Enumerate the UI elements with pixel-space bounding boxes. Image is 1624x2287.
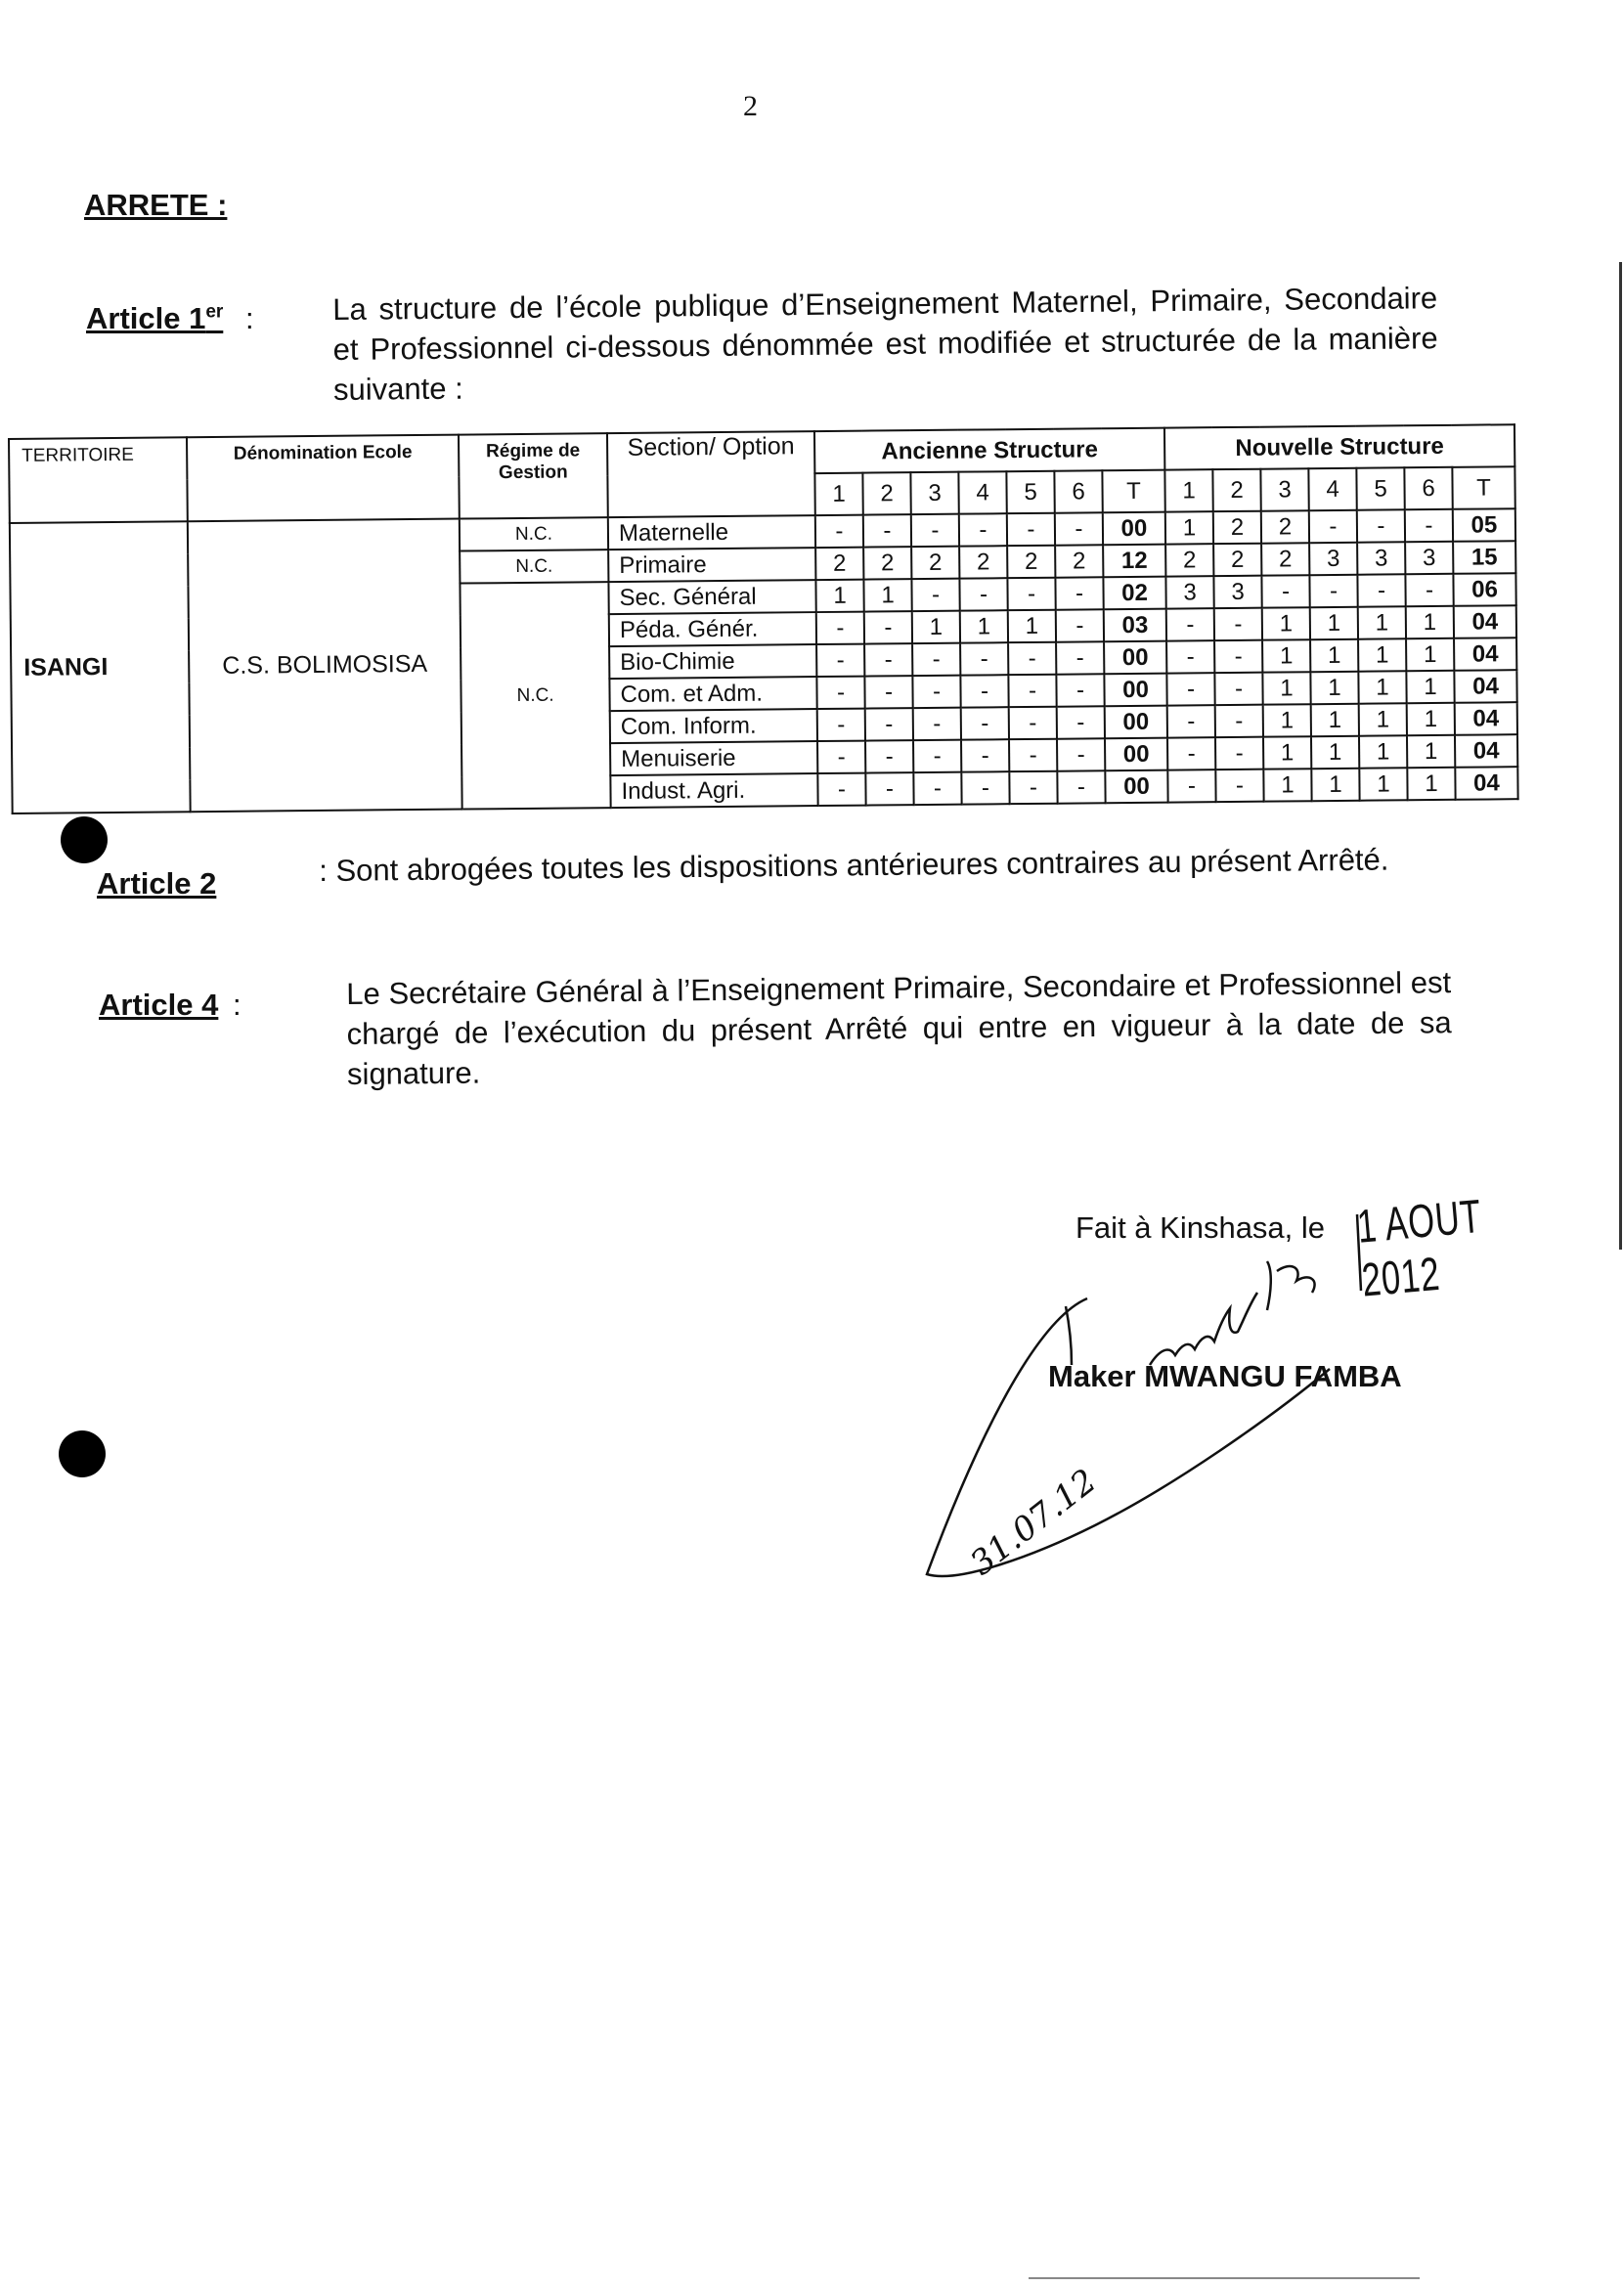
old-structure-cell: - (913, 708, 961, 740)
new-structure-cell: - (1215, 770, 1263, 802)
new-structure-cell: - (1261, 575, 1309, 607)
old-year-header: 5 (1006, 471, 1054, 513)
new-structure-cell: 2 (1261, 510, 1309, 543)
old-structure-cell: - (961, 739, 1009, 771)
old-structure-cell: - (911, 579, 959, 611)
section-cell: Com. Inform. (610, 709, 817, 743)
header-nouvelle-structure: Nouvelle Structure (1164, 424, 1514, 469)
new-structure-cell: 1 (1263, 769, 1311, 801)
old-year-header: 4 (958, 471, 1006, 513)
old-structure-cell: - (1056, 609, 1104, 641)
old-structure-cell: - (1007, 513, 1055, 546)
new-year-header: 6 (1404, 467, 1452, 509)
handwritten-date: 31.07.12 (963, 1461, 1104, 1584)
new-structure-cell: - (1167, 737, 1215, 770)
old-structure-cell: 1 (960, 610, 1008, 642)
new-structure-cell: - (1214, 608, 1262, 640)
old-year-header: 1 (814, 473, 862, 515)
new-structure-cell: 1 (1310, 672, 1358, 704)
old-total-header: T (1102, 470, 1164, 513)
old-year-header: 6 (1054, 470, 1102, 512)
old-structure-cell: 02 (1103, 577, 1165, 610)
new-structure-cell: - (1405, 574, 1453, 606)
regime-cell: N.C. (460, 550, 608, 583)
old-structure-cell: 1 (863, 579, 911, 611)
section-cell: Menuiserie (610, 741, 817, 775)
new-structure-cell: 1 (1359, 768, 1407, 800)
header-denomination: Dénomination Ecole (187, 435, 460, 522)
article-2-sep: : (319, 853, 329, 888)
new-structure-cell: 1 (1263, 704, 1311, 736)
old-structure-cell: - (1056, 641, 1104, 674)
old-structure-cell: 00 (1103, 512, 1165, 546)
scan-edge-line (1619, 262, 1622, 1250)
article-2-body: Sont abrogées toutes les dispositions antérieures contraires au présent Arrêté. (335, 842, 1389, 888)
old-structure-cell: - (816, 644, 864, 677)
old-structure-cell: - (865, 772, 913, 805)
new-structure-cell: - (1167, 705, 1215, 737)
old-structure-cell: - (1009, 739, 1057, 771)
new-structure-cell: 1 (1358, 606, 1406, 638)
old-structure-cell: 2 (911, 547, 959, 579)
new-structure-cell: - (1357, 574, 1405, 606)
new-structure-cell: 04 (1455, 734, 1517, 768)
old-structure-cell: - (1056, 674, 1104, 706)
old-structure-cell: - (961, 707, 1009, 739)
new-structure-cell: - (1166, 640, 1214, 673)
new-structure-cell: 1 (1407, 768, 1455, 800)
old-structure-cell: - (1057, 770, 1105, 803)
article-1-label: Article 1er : (86, 301, 254, 335)
old-structure-cell: - (816, 677, 864, 709)
new-structure-cell: 1 (1165, 511, 1213, 544)
new-structure-cell: 3 (1309, 543, 1357, 575)
new-year-header: 2 (1212, 469, 1260, 511)
new-structure-cell: 1 (1262, 607, 1310, 639)
old-structure-cell: 2 (959, 546, 1007, 578)
section-cell: Indust. Agri. (610, 773, 817, 808)
new-structure-cell: 1 (1311, 704, 1359, 736)
old-structure-cell: - (960, 642, 1008, 675)
regime-cell: N.C. (460, 582, 610, 809)
old-structure-cell: - (959, 578, 1007, 610)
old-structure-cell: 00 (1105, 706, 1167, 739)
section-cell: Primaire (608, 548, 815, 582)
new-structure-cell: - (1309, 510, 1357, 543)
old-structure-cell: - (1055, 577, 1103, 609)
section-cell: Sec. Général (608, 580, 815, 614)
old-structure-cell: - (913, 772, 961, 805)
old-structure-cell: - (816, 612, 864, 644)
new-structure-cell: 15 (1453, 541, 1515, 574)
old-structure-cell: - (864, 611, 912, 643)
old-structure-cell: - (817, 741, 865, 773)
new-structure-cell: - (1215, 737, 1263, 770)
new-structure-cell: - (1166, 608, 1214, 640)
section-cell: Bio-Chimie (609, 644, 816, 679)
old-structure-cell: 00 (1105, 770, 1167, 804)
new-structure-cell: - (1214, 673, 1262, 705)
new-structure-cell: - (1405, 509, 1453, 542)
new-structure-cell: 1 (1358, 638, 1406, 671)
new-structure-cell: 2 (1213, 511, 1261, 544)
new-year-header: 1 (1164, 469, 1212, 511)
old-structure-cell: - (961, 771, 1009, 804)
new-structure-cell: 1 (1311, 769, 1359, 801)
table-body (10, 508, 1518, 814)
old-structure-cell: 2 (1007, 546, 1055, 578)
new-structure-cell: 1 (1310, 639, 1358, 672)
old-structure-cell: - (959, 513, 1007, 546)
old-structure-cell: - (913, 740, 961, 772)
new-structure-cell: 1 (1359, 703, 1407, 735)
old-structure-cell: - (1055, 512, 1103, 545)
old-structure-cell: - (911, 514, 959, 547)
new-structure-cell: 3 (1405, 542, 1453, 574)
old-structure-cell: - (1057, 738, 1105, 770)
handwritten-signature (919, 1203, 1369, 1613)
article-2-label: Article 2 (97, 866, 217, 901)
old-structure-cell: - (864, 643, 912, 676)
new-structure-cell: 1 (1359, 735, 1407, 768)
old-structure-cell: 1 (1008, 610, 1056, 642)
new-structure-cell: - (1215, 705, 1263, 737)
new-total-header: T (1452, 466, 1514, 509)
old-structure-cell: - (960, 675, 1008, 707)
punch-hole (61, 816, 108, 863)
new-structure-cell: 04 (1454, 670, 1516, 703)
regime-cell: N.C. (460, 517, 608, 550)
new-year-header: 5 (1356, 467, 1404, 509)
old-structure-cell: - (1009, 707, 1057, 739)
new-structure-cell: 04 (1454, 605, 1516, 638)
page-number: 2 (743, 90, 758, 122)
article-1-text: La structure de l’école publique d’Enseignement Maternel, Primaire, Secondaire et Professionnel ci-dessous dénommée est modifiée et structurée de la manière suivante : (332, 281, 1438, 407)
new-structure-cell: 1 (1263, 736, 1311, 769)
old-structure-cell: - (817, 773, 865, 806)
new-structure-cell: - (1167, 770, 1215, 802)
old-structure-cell: - (1009, 771, 1057, 804)
new-structure-cell: 1 (1311, 736, 1359, 769)
article-4-text: Le Secrétaire Général à l’Enseignement Primaire, Secondaire et Professionnel est chargé de l’exécution du présent Arrêté qui entre en vigueur à la date de sa signature. (346, 965, 1452, 1091)
new-structure-cell: 2 (1213, 544, 1261, 576)
section-cell: Com. et Adm. (609, 677, 816, 711)
header-section: Section/ Option (607, 431, 815, 517)
old-structure-cell: - (912, 643, 960, 676)
new-structure-cell: 1 (1310, 607, 1358, 639)
new-structure-cell: 1 (1407, 703, 1455, 735)
school-structure-table (8, 423, 1519, 814)
section-cell: Maternelle (608, 515, 815, 550)
new-structure-cell: 3 (1165, 576, 1213, 608)
old-year-header: 3 (910, 472, 958, 514)
header-ancienne-structure: Ancienne Structure (814, 428, 1164, 473)
new-structure-cell: 05 (1453, 508, 1515, 542)
old-structure-cell: 2 (815, 548, 863, 580)
date-stamp: 1 AOUT 2012 (1355, 1190, 1483, 1307)
new-structure-cell: 06 (1453, 573, 1515, 606)
new-structure-cell: 1 (1358, 671, 1406, 703)
old-structure-cell: - (865, 740, 913, 772)
territoire-cell: ISANGI (10, 521, 191, 814)
old-structure-cell: 00 (1104, 641, 1166, 675)
new-structure-cell: 2 (1165, 544, 1213, 576)
new-structure-cell: 3 (1213, 576, 1261, 608)
new-structure-cell: 1 (1406, 638, 1454, 671)
old-structure-cell: 2 (863, 547, 911, 579)
old-structure-cell: - (865, 708, 913, 740)
new-structure-cell: 1 (1406, 606, 1454, 638)
signer-name: Maker MWANGU FAMBA (1048, 1359, 1402, 1393)
old-structure-cell: 00 (1104, 674, 1166, 707)
old-structure-cell: - (1007, 578, 1055, 610)
new-structure-cell: - (1309, 575, 1357, 607)
new-year-header: 4 (1308, 468, 1356, 510)
header-territoire: TERRITOIRE (9, 437, 188, 523)
old-structure-cell: - (1057, 706, 1105, 738)
decree-heading: ARRETE : (84, 188, 228, 222)
new-structure-cell: 04 (1454, 638, 1516, 671)
old-year-header: 2 (862, 472, 910, 514)
article-4-label: Article 4 : (99, 988, 241, 1022)
section-cell: Péda. Génér. (609, 612, 816, 646)
place-date-line: Fait à Kinshasa, le (1075, 1210, 1326, 1245)
new-structure-cell: 3 (1357, 542, 1405, 574)
scan-edge-line (1029, 2277, 1420, 2279)
old-structure-cell: - (863, 514, 911, 547)
old-structure-cell: - (815, 515, 863, 548)
new-structure-cell: 04 (1455, 767, 1517, 800)
new-structure-cell: - (1214, 640, 1262, 673)
new-year-header: 3 (1260, 468, 1308, 510)
new-structure-cell: 1 (1406, 671, 1454, 703)
new-structure-cell: 1 (1407, 735, 1455, 768)
new-structure-cell: - (1357, 509, 1405, 542)
old-structure-cell: - (817, 709, 865, 741)
old-structure-cell: 12 (1103, 545, 1165, 578)
old-structure-cell: 03 (1104, 609, 1166, 642)
old-structure-cell: - (912, 676, 960, 708)
new-structure-cell: 2 (1261, 543, 1309, 575)
article-2-text (319, 839, 1451, 891)
old-structure-cell: 00 (1105, 738, 1167, 771)
old-structure-cell: - (1008, 675, 1056, 707)
punch-hole (59, 1430, 106, 1477)
old-structure-cell: - (864, 676, 912, 708)
school-name-cell: C.S. BOLIMOSISA (188, 519, 462, 813)
header-regime: Régime de Gestion (459, 433, 608, 518)
new-structure-cell: 04 (1455, 702, 1517, 735)
old-structure-cell: 2 (1055, 545, 1103, 577)
new-structure-cell: 1 (1262, 639, 1310, 672)
new-structure-cell: 1 (1262, 672, 1310, 704)
old-structure-cell: - (1008, 642, 1056, 675)
old-structure-cell: 1 (815, 580, 863, 612)
new-structure-cell: - (1166, 673, 1214, 705)
old-structure-cell: 1 (912, 611, 960, 643)
